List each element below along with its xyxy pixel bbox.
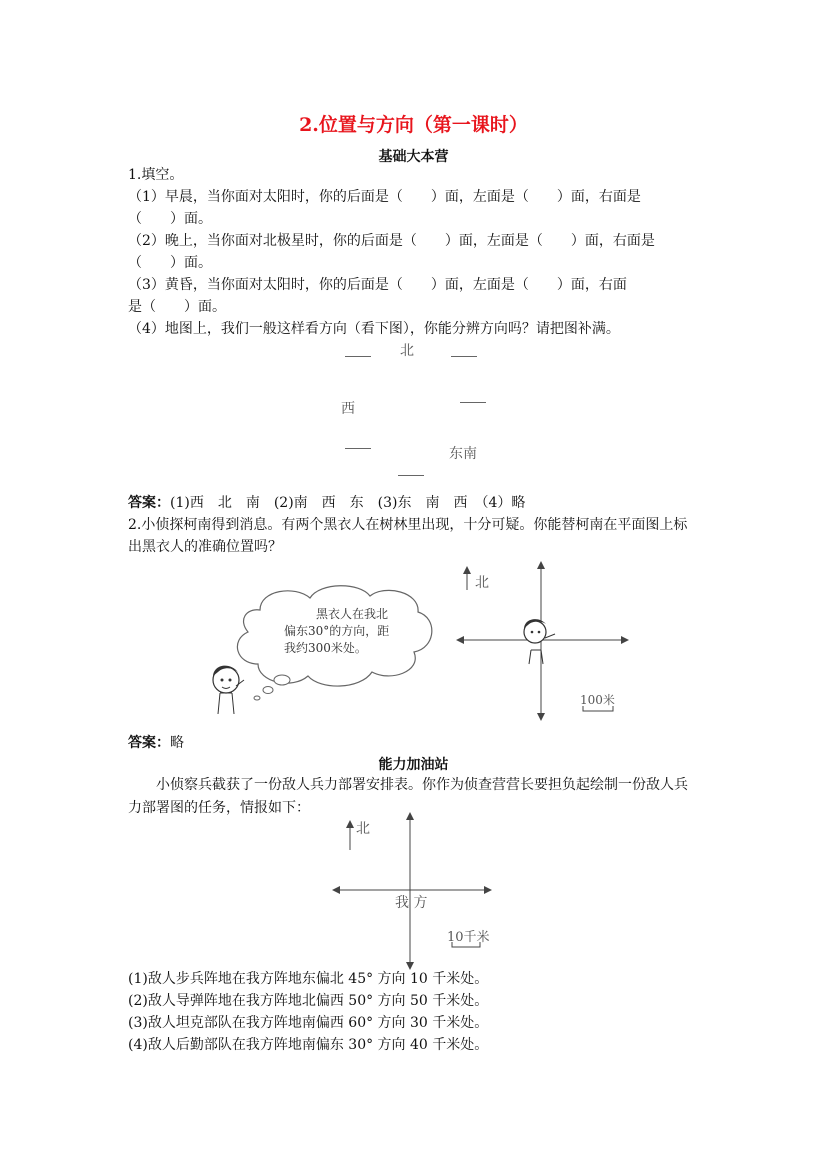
- q1-label: 1.填空。: [128, 167, 184, 183]
- s2-intro2: 力部署图的任务，情报如下：: [128, 800, 310, 816]
- section-heading-ability: 能力加油站: [378, 757, 449, 773]
- q1-line3a: （3）黄昏，当你面对太阳时，你的后面是（ ）面，左面是（ ）面，右面: [128, 277, 627, 293]
- s2-intro1: 小侦察兵截获了一份敌人兵力部署安排表。你作为侦查营营长要担负起绘制一份敌人兵: [156, 777, 688, 793]
- answer-label: 答案：: [128, 735, 170, 751]
- s2-center-label: 我 方: [395, 895, 428, 911]
- bubble-line2: 偏东30°的方向，距: [284, 624, 390, 638]
- s2-scale-label: 10千米: [447, 930, 490, 945]
- bubble-line3: 我约300米处。: [284, 641, 367, 655]
- blank-northwest: [345, 356, 371, 357]
- boy-figure-left: [213, 666, 244, 714]
- thought-dot-small: [254, 696, 260, 700]
- section-heading-basic: 基础大本营: [378, 149, 449, 165]
- answer-text: 略: [170, 735, 184, 751]
- q1-answer: [128, 492, 525, 514]
- answer-text: (1)西 北 南 (2)南 西 东 (3)东 南 西 （4）略: [170, 495, 526, 511]
- q2-north-label: 北: [475, 575, 489, 591]
- blank-southwest: [345, 448, 371, 449]
- answer-label: 答案：: [128, 495, 170, 511]
- thought-dot-medium: [263, 687, 273, 694]
- s2-north-label: 北: [356, 821, 370, 837]
- s2-item-4: (4)敌人后勤部队在我方阵地南偏东 30° 方向 40 千米处。: [128, 1037, 489, 1053]
- q1-line2b: （ ）面。: [128, 255, 212, 271]
- s2-item-1: (1)敌人步兵阵地在我方阵地东偏北 45° 方向 10 千米处。: [128, 971, 489, 987]
- bubble-line1: 黑衣人在我北: [316, 607, 389, 621]
- diagram-southeast-label: 东南: [449, 446, 477, 462]
- blank-northeast: [451, 356, 477, 357]
- q2-answer: [128, 732, 184, 754]
- q1-line2a: （2）晚上，当你面对北极星时，你的后面是（ ）面，左面是（ ）面，右面是: [128, 233, 655, 249]
- q2-scale-label: 100米: [580, 693, 615, 707]
- q1-line4: （4）地图上，我们一般这样看方向（看下图），你能分辨方向吗？请把图补满。: [128, 321, 620, 337]
- blank-east: [460, 402, 486, 403]
- diagram-north-label: 北: [400, 343, 414, 359]
- q1-line3b: 是（ ）面。: [128, 299, 226, 315]
- blank-south: [398, 475, 424, 476]
- diagram-west-label: 西: [341, 401, 355, 417]
- q2-line2: 出黑衣人的准确位置吗？: [128, 539, 282, 555]
- s2-item-2: (2)敌人导弹阵地在我方阵地北偏西 50° 方向 50 千米处。: [128, 993, 489, 1009]
- thought-dot-large: [274, 675, 290, 685]
- s2-item-3: (3)敌人坦克部队在我方阵地南偏西 60° 方向 30 千米处。: [128, 1015, 489, 1031]
- q2-line1: 2.小侦探柯南得到消息。有两个黑衣人在树林里出现，十分可疑。你能替柯南在平面图上标: [128, 517, 688, 533]
- page-title: 2.位置与方向（第一课时）: [299, 114, 528, 136]
- q1-line1b: （ ）面。: [128, 211, 212, 227]
- q1-line1a: （1）早晨，当你面对太阳时，你的后面是（ ）面，左面是（ ）面，右面是: [128, 189, 641, 205]
- boy-figure-center: [524, 619, 555, 664]
